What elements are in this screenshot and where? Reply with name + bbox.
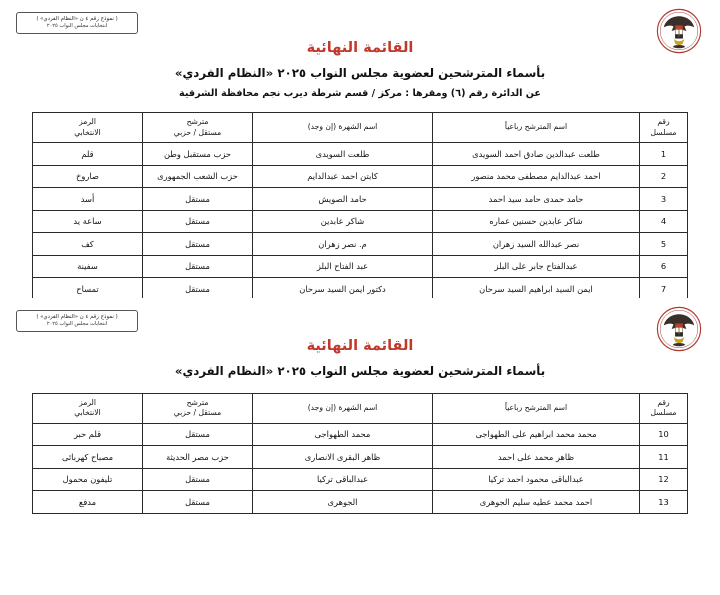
cell-serial: 13 — [640, 491, 688, 514]
serial-header-line2: مسلسل — [650, 127, 677, 137]
symbol-header-line2: الانتخابي — [74, 127, 101, 137]
symbol-header-line2-2: الانتخابي — [74, 408, 101, 417]
cell-candidate-name: احمد عبدالدايم مصطفى محمد منصور — [433, 165, 640, 188]
cell-candidate-name: شاكر عابدين حسنين عماره — [433, 210, 640, 233]
cell-party: مستقل — [143, 255, 253, 278]
cell-electoral-symbol: تمساح — [33, 278, 143, 298]
stamp-form-number: ( نموذج رقم ٤ ن «النظام الفردي» ) — [36, 16, 118, 22]
cell-nickname: كابتن احمد عبدالدايم — [253, 165, 433, 188]
district-info: عن الدائرة رقم (٦) ومقرها : مركز / قسم شرطة ديرب نجم محافظة الشرقية — [179, 88, 541, 99]
party-header-line1-2: مترشح — [186, 397, 209, 407]
cell-electoral-symbol: تليفون محمول — [33, 468, 143, 491]
candidates-table-2 — [32, 393, 688, 514]
cell-candidate-name: ظاهر محمد على احمد — [433, 446, 640, 469]
table-header-row — [33, 113, 688, 143]
column-header-name: اسم المترشح رباعياً — [433, 113, 640, 143]
cell-serial: 7 — [640, 278, 688, 298]
cell-nickname: حامد الصويش — [253, 188, 433, 211]
cell-serial: 5 — [640, 233, 688, 256]
serial-header-line1: رقم — [657, 117, 670, 127]
cell-nickname: ظاهر البقرى الانصارى — [253, 446, 433, 469]
cell-nickname: الجوهرى — [253, 491, 433, 514]
candidates-tbody-1 — [33, 143, 688, 298]
form-stamp-box-2 — [16, 310, 138, 332]
cell-nickname: عبد الفتاح البلز — [253, 255, 433, 278]
cell-serial: 1 — [640, 143, 688, 166]
cell-candidate-name: عبدالباقى محمود احمد تركيا — [433, 468, 640, 491]
cell-nickname: عبدالباقى تركيا — [253, 468, 433, 491]
serial-header-line1-2: رقم — [657, 397, 670, 407]
cell-electoral-symbol: قلم حبر — [33, 423, 143, 446]
table-row — [33, 233, 688, 256]
cell-electoral-symbol: قلم — [33, 143, 143, 166]
cell-party: مستقل — [143, 423, 253, 446]
cell-electoral-symbol: سفينة — [33, 255, 143, 278]
page-subtitle-2: بأسماء المترشحين لعضوية مجلس النواب ٢٠٢٥ «النظام الفردي» — [174, 363, 546, 378]
column-header-serial — [640, 113, 688, 143]
cell-nickname: دكتور ايمن السيد سرحان — [253, 278, 433, 298]
symbol-header-line1-2: الرمز — [79, 397, 96, 407]
candidates-table-wrapper-1 — [33, 112, 688, 298]
table-row — [33, 188, 688, 211]
symbol-header-line1: الرمز — [79, 117, 96, 127]
cell-serial: 3 — [640, 188, 688, 211]
stamp-election-name-2: انتخابات مجلس النواب ٢٠٢٥ — [46, 320, 108, 327]
cell-nickname: محمد الطهواجى — [253, 423, 433, 446]
table-row — [33, 210, 688, 233]
candidates-table-1 — [32, 112, 688, 298]
column-header-nickname-2: اسم الشهرة (إن وجد) — [253, 393, 433, 423]
cell-serial: 12 — [640, 468, 688, 491]
cell-serial: 6 — [640, 255, 688, 278]
page-subtitle: بأسماء المترشحين لعضوية مجلس النواب ٢٠٢٥ «النظام الفردي» — [174, 66, 546, 80]
column-header-symbol-2 — [33, 393, 143, 423]
cell-candidate-name: طلعت عبدالدين صادق احمد السويدى — [433, 143, 640, 166]
table-row — [33, 278, 688, 298]
party-header-line1: مترشح — [186, 117, 209, 127]
cell-candidate-name: ايمن السيد ابراهيم السيد سرحان — [433, 278, 640, 298]
party-header-line2-2: مستقل / حزبي — [173, 408, 222, 417]
cell-party: مستقل — [143, 210, 253, 233]
document-page-2 — [0, 298, 720, 595]
cell-electoral-symbol: مدفع — [33, 491, 143, 514]
column-header-nickname: اسم الشهرة (إن وجد) — [253, 113, 433, 143]
cell-electoral-symbol: أسد — [33, 188, 143, 211]
party-header-line2: مستقل / حزبي — [173, 127, 222, 137]
cell-party: مستقل — [143, 188, 253, 211]
candidates-table-wrapper-2 — [33, 393, 688, 514]
column-header-party — [143, 113, 253, 143]
table-row — [33, 423, 688, 446]
table-row — [33, 143, 688, 166]
cell-candidate-name: محمد محمد ابراهيم على الطهواجى — [433, 423, 640, 446]
column-header-party-2 — [143, 393, 253, 423]
column-header-serial-2 — [640, 393, 688, 423]
table-row — [33, 491, 688, 514]
cell-electoral-symbol: كف — [33, 233, 143, 256]
table-row — [33, 165, 688, 188]
cell-party: حزب مصر الحديثة — [143, 446, 253, 469]
page-title-2: القائمة النهائية — [306, 337, 414, 354]
stamp-form-number-2: ( نموذج رقم ٤ ن «النظام الفردي» ) — [36, 313, 118, 320]
cell-party: حزب مستقبل وطن — [143, 143, 253, 166]
cell-serial: 11 — [640, 446, 688, 469]
cell-party: مستقل — [143, 233, 253, 256]
cell-party: مستقل — [143, 468, 253, 491]
table-row — [33, 468, 688, 491]
cell-nickname: شاكر عابدين — [253, 210, 433, 233]
stamp-election-name: انتخابات مجلس النواب ٢٠٢٥ — [46, 23, 108, 30]
cell-candidate-name: نصر عبدالله السيد زهران — [433, 233, 640, 256]
cell-party: مستقل — [143, 278, 253, 298]
cell-electoral-symbol: ساعة يد — [33, 210, 143, 233]
cell-serial: 4 — [640, 210, 688, 233]
cell-party: حزب الشعب الجمهورى — [143, 165, 253, 188]
cell-nickname: م. نصر زهران — [253, 233, 433, 256]
table-row — [33, 446, 688, 469]
candidates-tbody-2 — [33, 423, 688, 513]
table-header-row-2 — [33, 393, 688, 423]
cell-serial: 2 — [640, 165, 688, 188]
cell-candidate-name: احمد محمد عطيه سليم الجوهرى — [433, 491, 640, 514]
table-row — [33, 255, 688, 278]
page-title: القائمة النهائية — [306, 40, 414, 56]
cell-nickname: طلعت السويدى — [253, 143, 433, 166]
cell-party: مستقل — [143, 491, 253, 514]
cell-candidate-name: عبدالفتاح جابر على البلز — [433, 255, 640, 278]
form-stamp-box — [16, 12, 138, 34]
cell-candidate-name: حامد حمدى حامد سيد احمد — [433, 188, 640, 211]
column-header-name-2: اسم المترشح رباعياً — [433, 393, 640, 423]
cell-electoral-symbol: مصباح كهربائى — [33, 446, 143, 469]
column-header-symbol — [33, 113, 143, 143]
cell-serial: 10 — [640, 423, 688, 446]
cell-electoral-symbol: صاروخ — [33, 165, 143, 188]
serial-header-line2-2: مسلسل — [650, 408, 677, 417]
